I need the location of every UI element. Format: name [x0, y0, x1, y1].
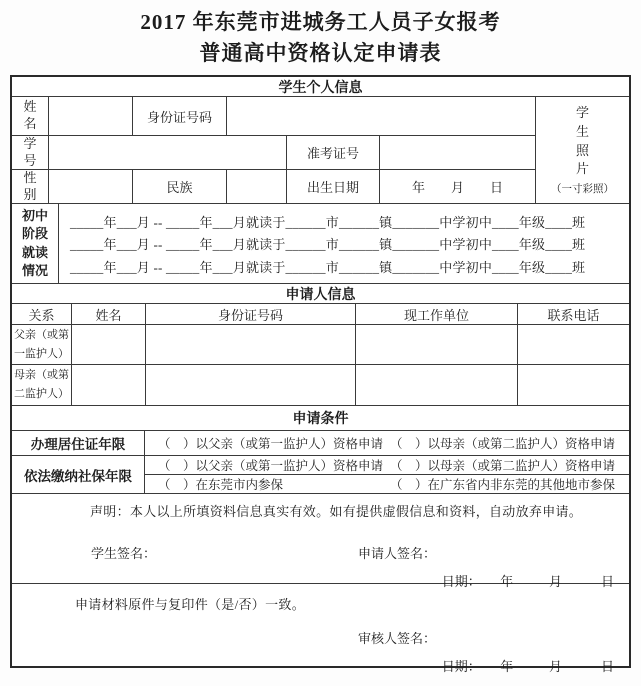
declaration-date-line[interactable]: 日期： 年 月 日 [441, 574, 614, 589]
section-title-conditions: 申请条件 [12, 406, 629, 431]
social-father-option-checkbox[interactable]: （ ）以父亲（或第一监护人）资格申请 [158, 459, 384, 473]
residence-permit-options [145, 431, 629, 455]
applicant-header-row [12, 304, 629, 325]
applicant-header-id-number: 身份证号码 [146, 304, 356, 324]
social-insurance-label: 依法缴纳社保年限 [12, 456, 145, 493]
form-title-line2: 普通高中资格认定申请表 [199, 41, 442, 65]
student-info-grid [12, 97, 629, 204]
residence-permit-row [12, 431, 629, 456]
applicant-header-workplace: 现工作单位 [356, 304, 518, 324]
ethnicity-field[interactable] [227, 170, 287, 203]
social-insurance-region-row [145, 475, 629, 493]
mother-id-number-field[interactable] [146, 365, 356, 405]
review-text: 申请材料原件与复印件（是/否）一致。 [75, 597, 306, 612]
student-name-field[interactable] [49, 97, 133, 135]
student-name-row [12, 97, 535, 136]
review-section [12, 584, 629, 674]
junior-high-section [12, 204, 629, 284]
student-gender-row [12, 170, 535, 203]
exam-number-label: 准考证号 [287, 136, 380, 169]
student-name-label: 姓名 [12, 97, 49, 135]
exam-number-field[interactable] [380, 136, 535, 169]
social-mother-option-checkbox[interactable]: （ ）以母亲（或第二监护人）资格申请 [390, 459, 616, 473]
insured-in-dongguan-checkbox[interactable]: （ ）在东莞市内参保 [158, 478, 284, 492]
applicant-header-relation: 关系 [12, 304, 72, 324]
student-id-number-label: 身份证号码 [133, 97, 227, 135]
student-photo-box[interactable] [535, 97, 629, 203]
applicant-mother-row [12, 365, 629, 406]
student-number-field[interactable] [49, 136, 287, 169]
residence-father-option-checkbox[interactable]: （ ）以父亲（或第一监护人）资格申请 [158, 437, 384, 451]
social-insurance-guardian-row [145, 456, 629, 475]
gender-label: 性别 [12, 170, 49, 203]
social-insurance-rows [12, 456, 629, 494]
applicant-signature-label[interactable]: 申请人签名： [358, 546, 437, 561]
form-title-line1: 2017 年东莞市进城务工人员子女报考 [140, 10, 501, 34]
father-phone-field[interactable] [518, 325, 629, 364]
junior-high-label: 初中阶段就读情况 [12, 204, 59, 283]
review-date-line[interactable]: 日期： 年 月 日 [441, 659, 614, 674]
section-title-applicant-info: 申请人信息 [12, 284, 629, 304]
junior-high-line-1[interactable]: _____年___月 -- _____年___月就读于______市______镇_______中学初中____年级____班 [70, 214, 586, 230]
student-number-label: 学号 [12, 136, 49, 169]
application-form-table [10, 75, 631, 674]
social-insurance-options [145, 456, 629, 493]
student-number-row [12, 136, 535, 170]
junior-high-lines [59, 204, 629, 283]
student-info-left [12, 97, 535, 203]
residence-permit-label: 办理居住证年限 [12, 431, 145, 455]
insured-in-other-city-checkbox[interactable]: （ ）在广东省内非东莞的其他地市参保 [390, 478, 616, 492]
student-photo-label: 学生照片 [575, 104, 589, 177]
birth-date-field[interactable]: 年 月 日 [411, 180, 503, 195]
father-workplace-field[interactable] [356, 325, 518, 364]
junior-high-line-2[interactable]: _____年___月 -- _____年___月就读于______市______镇_______中学初中____年级____班 [70, 237, 586, 252]
reviewer-signature-label[interactable]: 审核人签名： [358, 631, 437, 646]
declaration-text: 声明：本人以上所填资料信息真实有效。如有提供虚假信息和资料，自动放弃申请。 [90, 504, 583, 519]
birth-date-label: 出生日期 [287, 170, 380, 203]
applicant-father-row [12, 325, 629, 365]
student-signature-label[interactable]: 学生签名： [91, 546, 157, 561]
father-relation-label: 父亲（或第一监护人） [12, 325, 72, 364]
form-title [0, 0, 641, 69]
section-title-student-info: 学生个人信息 [12, 77, 629, 97]
declaration-signature-row [12, 543, 629, 562]
mother-phone-field[interactable] [518, 365, 629, 405]
applicant-header-name: 姓名 [72, 304, 146, 324]
student-id-number-field[interactable] [227, 97, 535, 135]
mother-workplace-field[interactable] [356, 365, 518, 405]
declaration-section [12, 494, 629, 589]
mother-name-field[interactable] [72, 365, 146, 405]
father-name-field[interactable] [72, 325, 146, 364]
junior-high-line-3[interactable]: _____年___月 -- _____年___月就读于______市______镇_______中学初中____年级____班 [70, 259, 586, 275]
father-id-number-field[interactable] [146, 325, 356, 364]
gender-field[interactable] [49, 170, 133, 203]
student-photo-note: （一寸彩照） [551, 184, 614, 196]
mother-relation-label: 母亲（或第二监护人） [12, 365, 72, 405]
ethnicity-label: 民族 [133, 170, 227, 203]
applicant-header-phone: 联系电话 [547, 307, 600, 323]
residence-mother-option-checkbox[interactable]: （ ）以母亲（或第二监护人）资格申请 [390, 437, 616, 451]
